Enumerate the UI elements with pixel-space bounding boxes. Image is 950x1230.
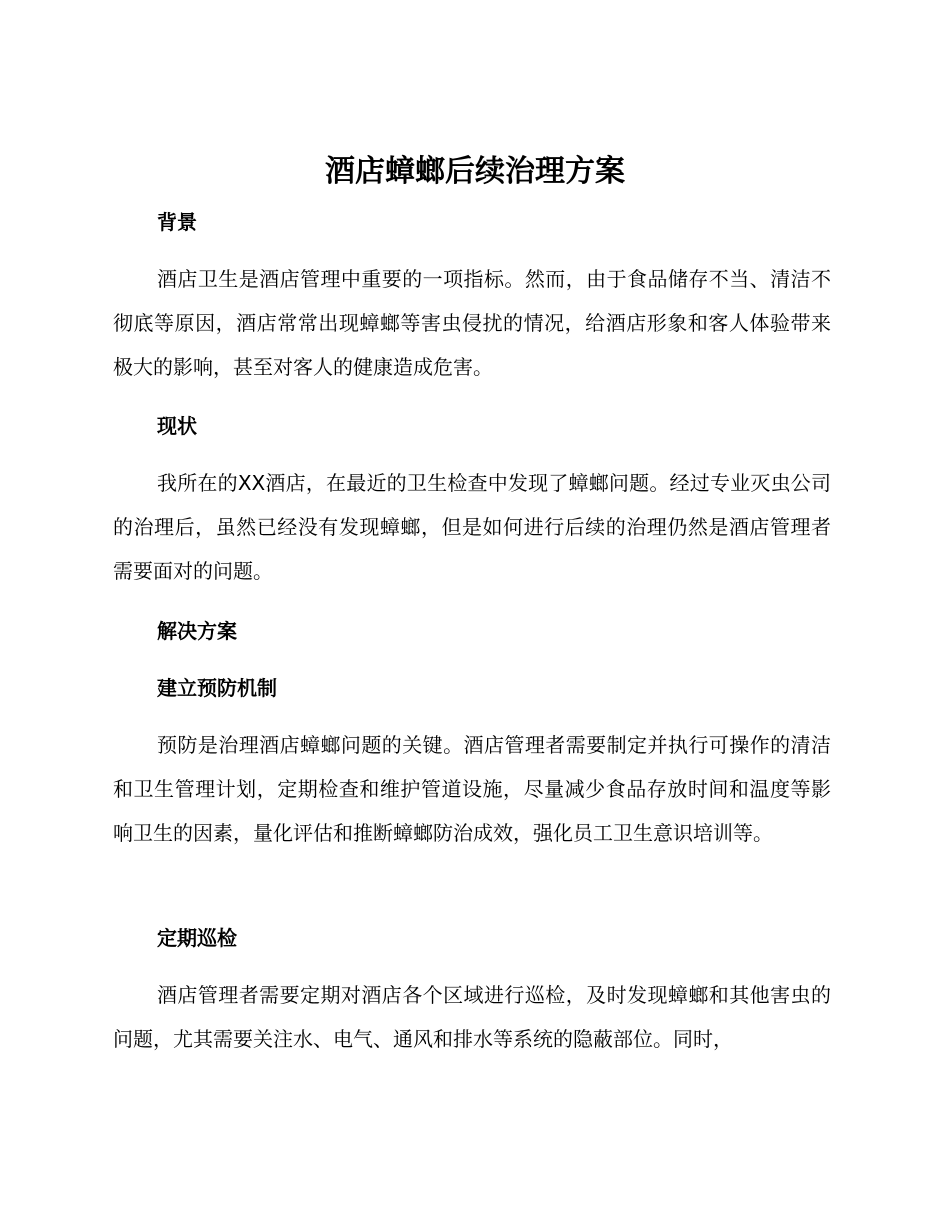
section-heading-prevention: 建立预防机制 bbox=[157, 676, 277, 700]
paragraph-inspection: 酒店管理者需要定期对酒店各个区域进行巡检，及时发现蟑螂和其他害虫的问题，尤其需要关注水、电气、通风和排水等系统的隐蔽部位。同时， bbox=[113, 983, 831, 1051]
section-heading-background: 背景 bbox=[157, 210, 197, 234]
section-heading-status: 现状 bbox=[157, 414, 197, 438]
section-heading-inspection: 定期巡检 bbox=[157, 926, 237, 950]
document-title: 酒店蟑螂后续治理方案 bbox=[325, 154, 625, 189]
paragraph-background: 酒店卫生是酒店管理中重要的一项指标。然而，由于食品储存不当、清洁不彻底等原因，酒店常常出现蟑螂等害虫侵扰的情况，给酒店形象和客人体验带来极大的影响，甚至对客人的健康造成危害。 bbox=[113, 267, 831, 379]
section-heading-solution: 解决方案 bbox=[157, 619, 237, 643]
paragraph-status: 我所在的XX酒店，在最近的卫生检查中发现了蟑螂问题。经过专业灭虫公司的治理后，虽然已经没有发现蟑螂，但是如何进行后续的治理仍然是酒店管理者需要面对的问题。 bbox=[113, 471, 831, 583]
paragraph-prevention: 预防是治理酒店蟑螂问题的关键。酒店管理者需要制定并执行可操作的清洁和卫生管理计划，定期检查和维护管道设施，尽量减少食品存放时间和温度等影响卫生的因素，量化评估和推断蟑螂防治成效，强化员工卫生意识培训等。 bbox=[113, 733, 831, 845]
